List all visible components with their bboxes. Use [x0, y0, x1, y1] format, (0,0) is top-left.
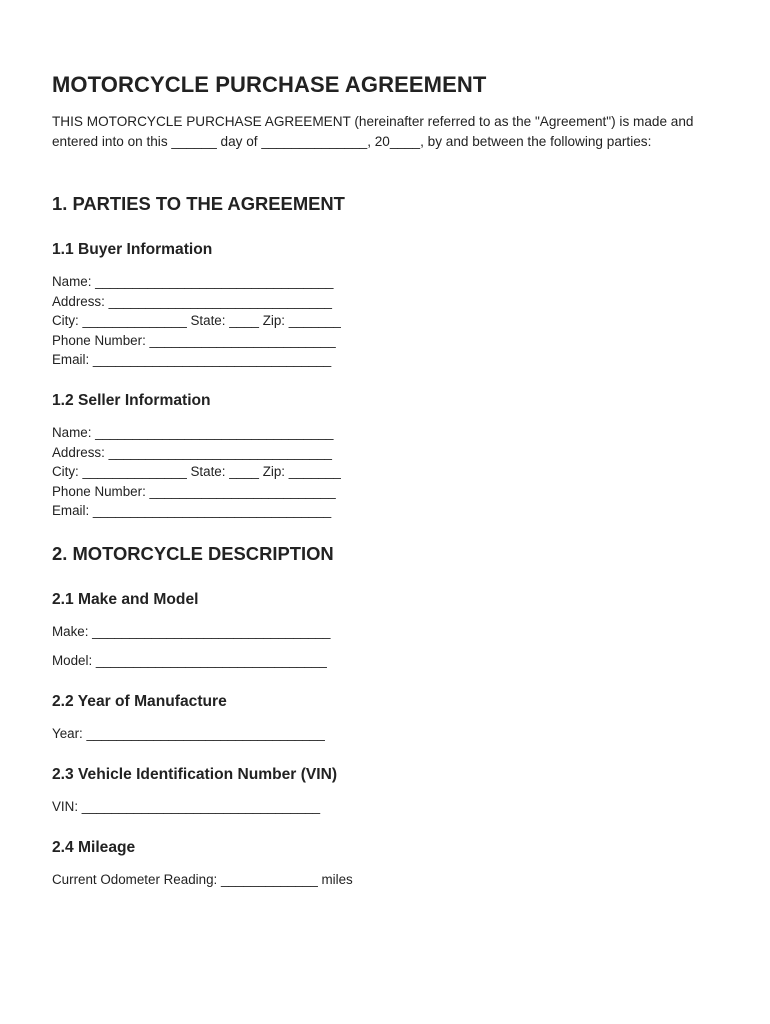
- buyer-email-field: Email: ________________________________: [52, 352, 332, 368]
- buyer-address-field: Address: ______________________________: [52, 293, 332, 309]
- seller-info-fields: [52, 423, 341, 521]
- vin-field: VIN: ________________________________: [52, 799, 321, 814]
- make-field-block: [52, 622, 331, 642]
- buyer-name-field: Name: ________________________________: [52, 274, 334, 289]
- buyer-phone-field: Phone Number: _________________________: [52, 332, 336, 348]
- intro-paragraph: THIS MOTORCYCLE PURCHASE AGREEMENT (hereinafter referred to as the "Agreement") is made and entered into on this ______ day of ______________, 20____, by and between the following parties:: [52, 114, 694, 149]
- model-field-block: [52, 651, 327, 671]
- section-2-heading: 2. MOTORCYCLE DESCRIPTION: [52, 543, 334, 564]
- model-field: Model: _______________________________: [52, 653, 327, 668]
- seller-name-field: Name: ________________________________: [52, 425, 334, 440]
- year-field-block: [52, 724, 325, 744]
- seller-address-field: Address: ______________________________: [52, 444, 332, 460]
- vin-heading: 2.3 Vehicle Identification Number (VIN): [52, 766, 338, 783]
- odometer-field: Current Odometer Reading: _____________ miles: [52, 872, 353, 887]
- odometer-field-block: [52, 870, 353, 890]
- year-field: Year: ________________________________: [52, 726, 325, 741]
- buyer-city-state-zip-field: City: ______________ State: ____ Zip: _______: [52, 313, 341, 329]
- seller-info-heading: 1.2 Seller Information: [52, 392, 211, 409]
- make-field: Make: ________________________________: [52, 624, 331, 639]
- buyer-info-fields: [52, 272, 341, 370]
- mileage-heading: 2.4 Mileage: [52, 839, 136, 856]
- vin-field-block: [52, 797, 320, 817]
- year-heading: 2.2 Year of Manufacture: [52, 693, 227, 710]
- make-model-heading: 2.1 Make and Model: [52, 591, 199, 608]
- seller-email-field: Email: ________________________________: [52, 503, 332, 519]
- section-1-heading: 1. PARTIES TO THE AGREEMENT: [52, 193, 345, 214]
- document-title: MOTORCYCLE PURCHASE AGREEMENT: [52, 72, 487, 97]
- buyer-info-heading: 1.1 Buyer Information: [52, 241, 213, 258]
- seller-city-state-zip-field: City: ______________ State: ____ Zip: _______: [52, 464, 341, 480]
- seller-phone-field: Phone Number: _________________________: [52, 483, 336, 499]
